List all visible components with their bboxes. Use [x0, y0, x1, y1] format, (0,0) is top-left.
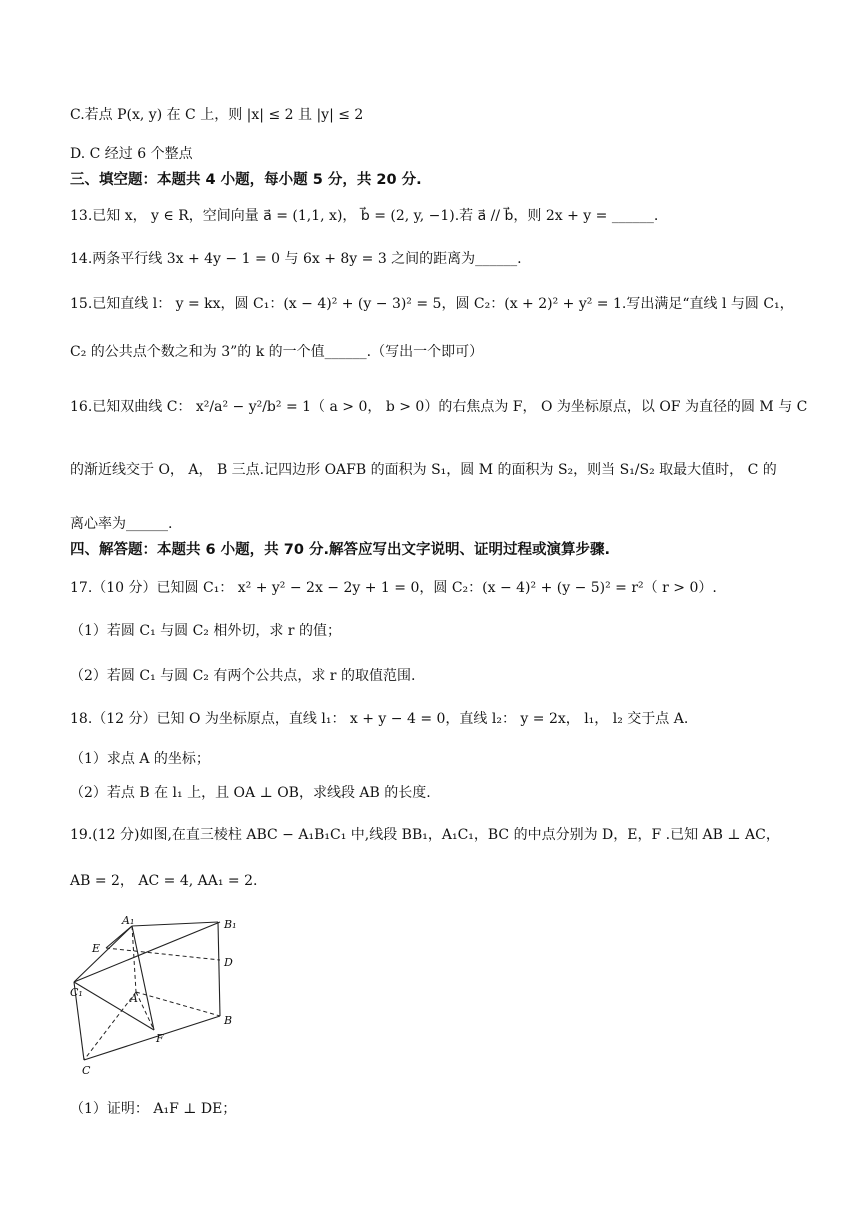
section-3-heading: 三、填空题：本题共 4 小题，每小题 5 分，共 20 分. [70, 172, 422, 188]
question-17-part-2: （2）若圆 C₁ 与圆 C₂ 有两个公共点，求 r 的取值范围. [70, 668, 416, 684]
option-c: C.若点 P(x, y) 在 C 上，则 |x| ≤ 2 且 |y| ≤ 2 [70, 107, 364, 123]
question-19-line2: AB = 2， AC = 4, AA₁ = 2. [70, 873, 258, 889]
section-4-heading: 四、解答题：本题共 6 小题，共 70 分.解答应写出文字说明、证明过程或演算步骤. [70, 542, 610, 558]
question-17-part-1: （1）若圆 C₁ 与圆 C₂ 相外切，求 r 的值； [70, 623, 341, 639]
question-16-line2: 的渐近线交于 O， A， B 三点.记四边形 OAFB 的面积为 S₁，圆 M 的面积为 S₂，则当 S₁/S₂ 取最大值时， C 的 [70, 462, 777, 478]
label-f: F [156, 1032, 164, 1045]
label-a1: A₁ [122, 914, 135, 927]
question-16-line3: 离心率为______. [70, 516, 173, 532]
question-18: 18.（12 分）已知 O 为坐标原点，直线 l₁： x + y − 4 = 0，直线 l₂： y = 2x， l₁， l₂ 交于点 A. [70, 711, 689, 727]
question-15-line2: C₂ 的公共点个数之和为 3”的 k 的一个值______.（写出一个即可） [70, 344, 484, 360]
label-e: E [92, 942, 101, 955]
option-d: D. C 经过 6 个整点 [70, 146, 193, 162]
prism-figure [70, 912, 250, 1082]
question-16-line1: 16.已知双曲线 C： x²/a² − y²/b² = 1（ a > 0， b > 0）的右焦点为 F， O 为坐标原点，以 OF 为直径的圆 M 与 C [70, 399, 808, 415]
label-c1: C₁ [70, 986, 83, 999]
question-15-line1: 15.已知直线 l： y = kx，圆 C₁：(x − 4)² + (y − 3)² = 5，圆 C₂：(x + 2)² + y² = 1.写出满足“直线 l 与圆 C₁， [70, 296, 794, 312]
question-19-line1: 19.(12 分)如图,在直三棱柱 ABC − A₁B₁C₁ 中,线段 BB₁，A₁C₁，BC 的中点分别为 D，E，F .已知 AB ⊥ AC， [70, 827, 780, 843]
question-18-part-2: （2）若点 B 在 l₁ 上，且 OA ⊥ OB，求线段 AB 的长度. [70, 785, 431, 801]
question-18-part-1: （1）求点 A 的坐标； [70, 751, 210, 767]
label-c: C [82, 1064, 91, 1077]
label-a: A [130, 992, 138, 1005]
label-d: D [224, 956, 233, 969]
question-13: 13.已知 x， y ∈ R，空间向量 a⃗ = (1,1, x)， b⃗ = (2, y, −1).若 a⃗ // b⃗，则 2x + y = ______. [70, 208, 659, 224]
question-19-part-1: （1）证明： A₁F ⊥ DE； [70, 1101, 237, 1117]
question-17: 17.（10 分）已知圆 C₁： x² + y² − 2x − 2y + 1 = 0，圆 C₂：(x − 4)² + (y − 5)² = r²（ r > 0）. [70, 580, 717, 596]
question-14: 14.两条平行线 3x + 4y − 1 = 0 与 6x + 8y = 3 之间的距离为______. [70, 251, 522, 267]
label-b: B [224, 1014, 233, 1027]
label-b1: B₁ [224, 918, 237, 931]
